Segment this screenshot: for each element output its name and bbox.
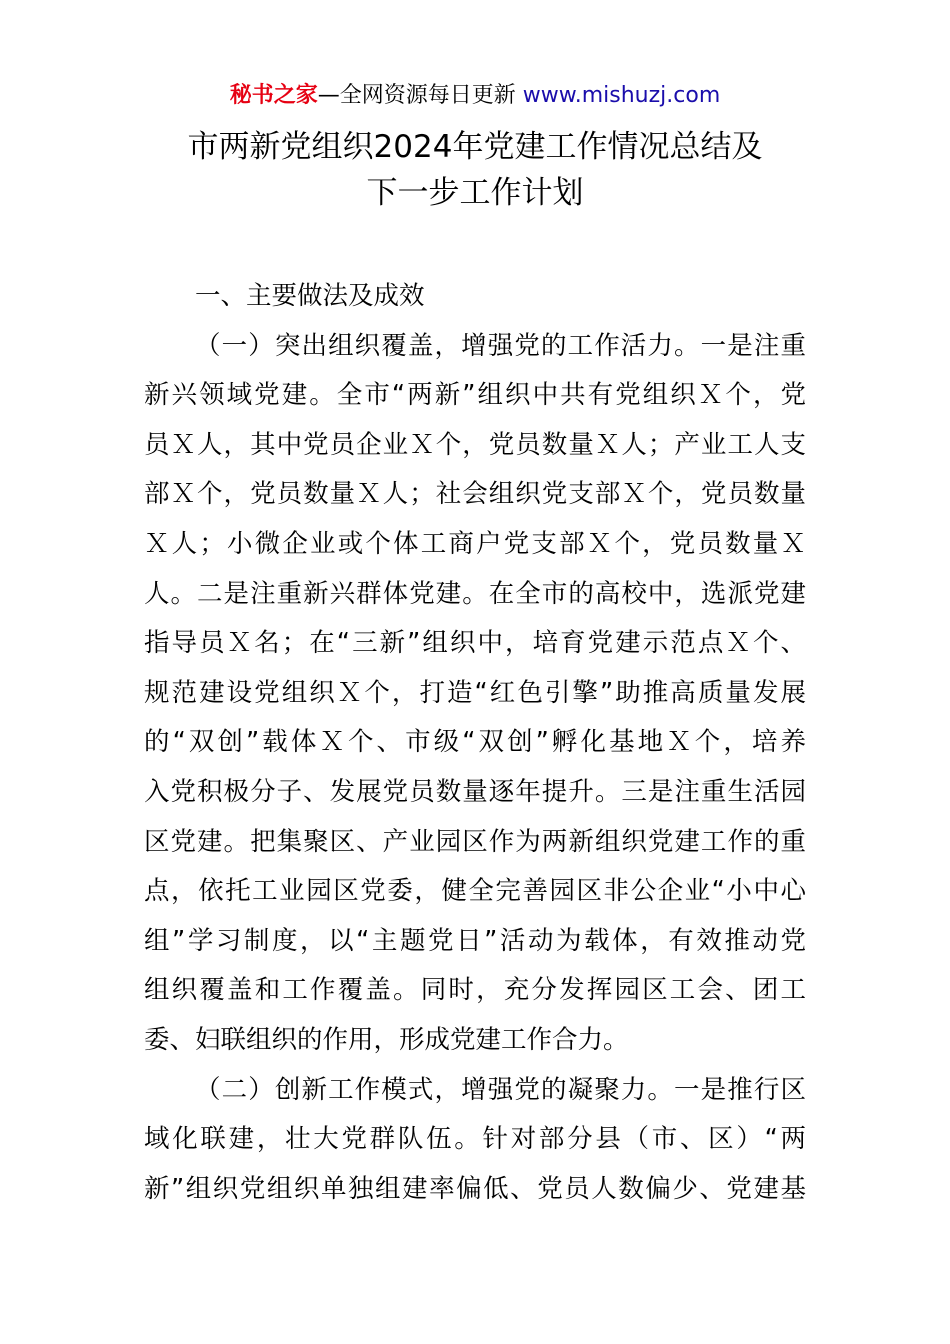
body-text-line: 员Ｘ人，其中党员企业Ｘ个，党员数量Ｘ人；产业工人支 [144,429,806,460]
body-text-line: 组织覆盖和工作覆盖。同时，充分发挥园区工会、团工 [144,975,806,1006]
body-text-line: 的“双创”载体Ｘ个、市级“双创”孵化基地Ｘ个，培养 [144,727,806,758]
section-heading: 一、主要做法及成效 [195,281,425,311]
watermark-header [0,80,950,112]
body-text-line: 组”学习制度，以“主题党日”活动为载体，有效推动党 [144,925,806,956]
body-text-line: Ｘ人；小微企业或个体工商户党支部Ｘ个，党员数量Ｘ [144,528,806,559]
watermark-url[interactable]: www.mishuzj.com [522,83,721,108]
watermark-tagline: —全网资源每日更新 [317,83,523,108]
document-body [144,272,806,1214]
title-line-2: 下一步工作计划 [366,175,584,211]
title-line-1: 市两新党组织2024年党建工作情况总结及 [187,129,763,165]
body-text-line: 规范建设党组织Ｘ个，打造“红色引擎”助推高质量发展 [144,677,806,708]
body-text-line: 新兴领域党建。全市“两新”组织中共有党组织Ｘ个，党 [144,380,806,411]
body-text-line: （二）创新工作模式，增强党的凝聚力。一是推行区 [195,1074,806,1105]
body-text-line: 点，依托工业园区党委，健全完善园区非公企业“小中心 [144,876,806,907]
body-text-line: 指导员Ｘ名；在“三新”组织中，培育党建示范点Ｘ个、 [144,628,806,659]
body-text-line: 部Ｘ个，党员数量Ｘ人；社会组织党支部Ｘ个，党员数量 [144,479,806,510]
body-text-line: 委、妇联组织的作用，形成党建工作合力。 [144,1024,629,1055]
body-text-line: 新”组织党组织单独组建率偏低、党员人数偏少、党建基 [144,1173,806,1204]
body-text-line: （一）突出组织覆盖，增强党的工作活力。一是注重 [195,330,806,361]
body-text-line: 入党积极分子、发展党员数量逐年提升。三是注重生活园 [144,776,806,807]
watermark-brand: 秘书之家 [229,83,318,108]
body-text-line: 区党建。把集聚区、产业园区作为两新组织党建工作的重 [144,826,806,857]
body-text-line: 域化联建，壮大党群队伍。针对部分县（市、区）“两 [144,1124,806,1155]
document-title [0,124,950,216]
body-text-line: 人。二是注重新兴群体党建。在全市的高校中，选派党建 [144,578,806,609]
